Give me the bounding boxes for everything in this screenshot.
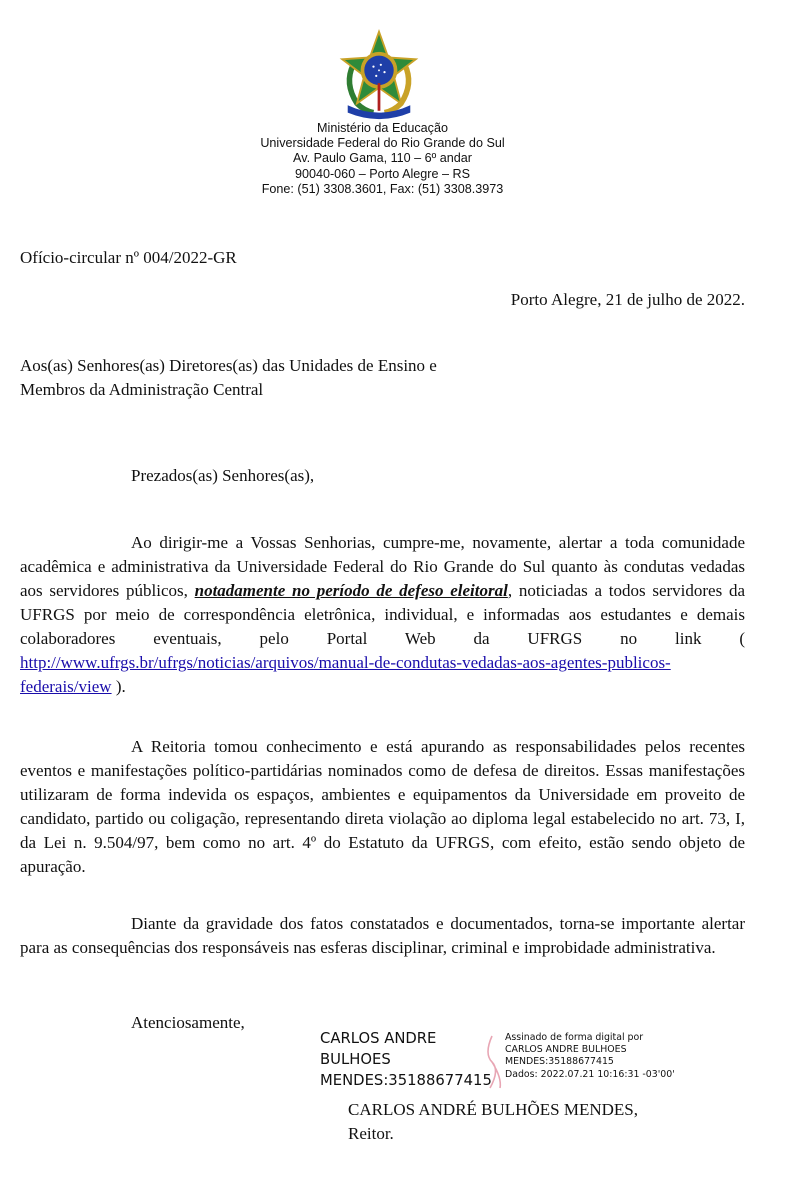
digital-signature-details [505, 1032, 675, 1081]
recipients [20, 354, 437, 402]
signer-block [348, 1098, 638, 1146]
paragraph-2 [20, 735, 745, 879]
recipient-line-1: Aos(as) Senhores(as) Diretores(as) das Unidades de Ensino e [20, 356, 437, 375]
letterhead-postal: 90040-060 – Porto Alegre – RS [294, 166, 471, 181]
greeting: Prezados(as) Senhores(as), [131, 466, 315, 485]
signature-name-line-3: MENDES:35188677415 [320, 1072, 492, 1089]
signer-name: CARLOS ANDRÉ BULHÕES MENDES, [348, 1100, 638, 1119]
paragraph-1-text-a: Ao dirigir-me a Vossas Senhorias, cumpre-me, novamente, alertar a toda comunidade acadêmica e administrativa da Universidade Federal do Rio Grande do Sul quanto às condutas vedadas aos servidores públicos, [20, 533, 745, 600]
paragraph-2-text: A Reitoria tomou conhecimento e está apurando as responsabilidades pelos recentes eventos e manifestações político-partidárias nominados como de defesa de direitos. Essas manifestações utilizaram de forma indevida os espaços, ambientes e equipamentos da Universidade em proveito de candidato, partido ou coligação, representando direta violação ao diploma legal estabelecido no art. 73, I, da Lei n. 9.504/97, bem como no art. 4º do Estatuto da UFRGS, com efeito, estão sendo objeto de apuração. [20, 737, 745, 876]
signature-detail-3: MENDES:35188677415 [505, 1056, 614, 1068]
manual-link[interactable]: http://www.ufrgs.br/ufrgs/noticias/arquivos/manual-de-condutas-vedadas-aos-agentes-publicos-federais/view [20, 653, 671, 696]
signature-detail-1: Assinado de forma digital por [505, 1032, 644, 1043]
paragraph-1-text-c: ). [111, 677, 126, 696]
letterhead-address: Av. Paulo Gama, 110 – 6º andar [293, 151, 472, 166]
signature-detail-2: CARLOS ANDRE BULHOES [505, 1044, 627, 1056]
signature-name-line-2: BULHOES [320, 1051, 391, 1068]
signature-detail-4: Dados: 2022.07.21 10:16:31 -03'00' [505, 1068, 675, 1080]
paragraph-1 [20, 531, 745, 699]
letterhead [200, 121, 565, 197]
digital-signature-name [320, 1028, 492, 1091]
signature-name-line-1: CARLOS ANDRE [320, 1030, 437, 1047]
signature-ribbon-icon [480, 1032, 506, 1090]
recipient-line-2: Membros da Administração Central [20, 380, 264, 399]
paragraph-3 [20, 912, 745, 960]
paragraph-1-emphasis: notadamente no período de defeso eleitoral [194, 581, 508, 600]
paragraph-3-text: Diante da gravidade dos fatos constatados e documentados, torna-se importante alertar para as consequências dos responsáveis nas esferas disciplinar, criminal e improbidade administrativa. [20, 914, 745, 957]
paragraph-1-text-b: , noticiadas a todos servidores da UFRGS por meio de correspondência eletrônica, individual, e informadas aos estudantes e demais colaboradores eventuais, pelo Portal Web da UFRGS no link ( [20, 581, 745, 648]
letterhead-ministry: Ministério da Educação [317, 121, 448, 135]
closing: Atenciosamente, [131, 1013, 245, 1032]
letterhead-phone: Fone: (51) 3308.3601, Fax: (51) 3308.3973 [261, 181, 504, 196]
document-date: Porto Alegre, 21 de julho de 2022. [510, 290, 745, 309]
brazil-coat-of-arms-icon [333, 28, 425, 120]
document-reference: Ofício-circular nº 004/2022-GR [20, 248, 237, 267]
letterhead-university: Universidade Federal do Rio Grande do Sul [260, 136, 505, 151]
signer-title: Reitor. [348, 1124, 394, 1143]
